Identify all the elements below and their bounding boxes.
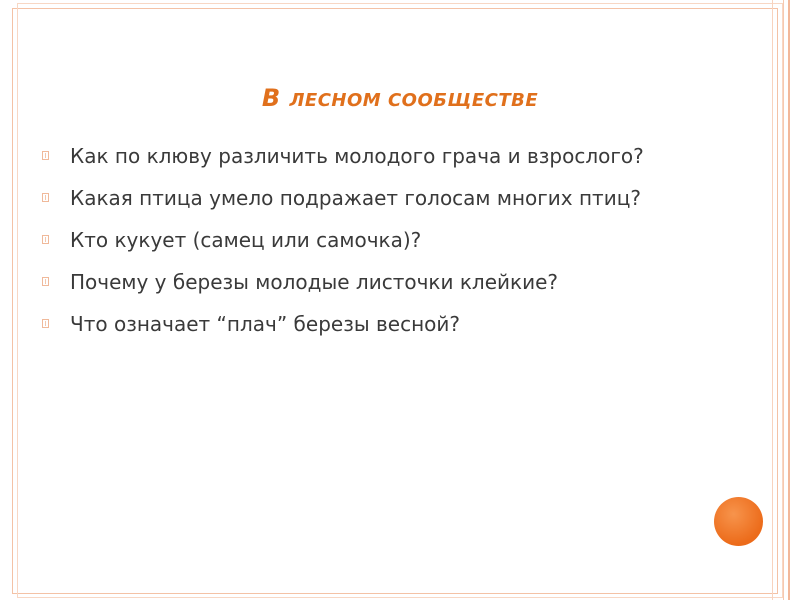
- bullet-item: [40, 266, 680, 298]
- bullet-text: Почему у березы молодые листочки клейкие?: [70, 270, 558, 294]
- bullet-item: [40, 182, 680, 214]
- title-first-letter: В: [261, 84, 281, 112]
- title-rest: ЛЕСНОМ СООБЩЕСТВЕ: [289, 90, 539, 111]
- bullet-item: [40, 308, 680, 340]
- bullet-icon: [42, 151, 49, 160]
- bullet-icon: [42, 319, 49, 328]
- bullet-icon: [42, 193, 49, 202]
- bullet-item: [40, 224, 680, 256]
- decorative-circle-icon: [714, 497, 763, 546]
- bullet-icon: [42, 277, 49, 286]
- bullet-text: Кто кукует (самец или самочка)?: [70, 228, 422, 252]
- bullet-icon: [42, 235, 49, 244]
- bullet-text: Какая птица умело подражает голосам многих птиц?: [70, 186, 641, 210]
- bullet-text: Что означает “плач” березы весной?: [70, 312, 460, 336]
- bullet-item: [40, 140, 680, 172]
- bullet-list: [40, 140, 680, 350]
- bullet-text: Как по клюву различить молодого грача и взрослого?: [70, 144, 644, 168]
- slide-title: [0, 84, 800, 112]
